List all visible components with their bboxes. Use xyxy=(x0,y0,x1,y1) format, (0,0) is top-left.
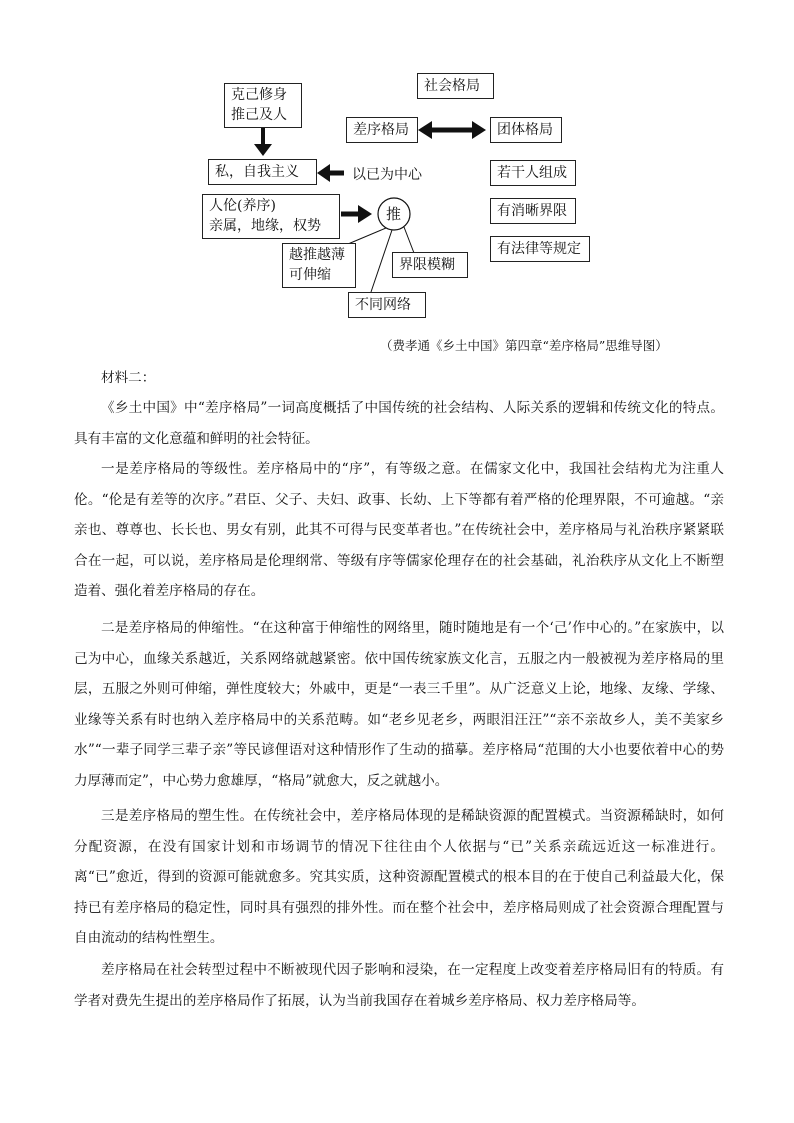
self-cultivation-box xyxy=(224,83,302,128)
renlun-line-2: 亲属，地缘，权势 xyxy=(209,218,321,234)
self-cultivation-line-2: 推己及人 xyxy=(231,107,287,123)
paragraph-4: 三是差序格局的塑生性。在传统社会中，差序格局体现的是稀缺资源的配置模式。当资源稀缺时，如何分配资源，在没有国家计划和市场调节的情况下往往由个人依据与“已”关系亲疏远近这一标准进行。离“已”愈近，得到的资源可能就愈多。究其实质，这种资源配置模式的根本目的在于使自己利益最大化，保持已有差序格局的稳定性，同时具有强烈的排外性。而在整个社会中，差序格局则成了社会资源合理配置与自由流动的结构性塑生。 xyxy=(74,808,724,946)
paragraph-3: 二是差序格局的伸缩性。“在这种富于伸缩性的网络里，随时随地是有一个‘己’作中心的。”在家族中，以己为中心，血缘关系越近，关系网络就越紧密。依中国传统家族文化言，五服之内一般被视为差序格局的里层，五服之外则可伸缩，弹性度较大；外戚中，更是“一表三千里”。从广泛意义上论，地缘、友缘、学缘、业缘等关系有时也纳入差序格局中的关系范畴。如“老乡见老乡，两眼泪汪汪”“亲不亲故乡人，美不美家乡水”“一辈子同学三辈子亲”等民谚俚语对这种情形作了生动的描摹。差序格局“范围的大小也要依着中心的势力厚薄而定”，中心势力愈雄厚，“格局”就愈大，反之就越小。 xyxy=(74,620,724,789)
branch-line-2 xyxy=(371,230,392,292)
differential-pattern-box: 差序格局 xyxy=(346,117,418,143)
renlun-box xyxy=(202,194,340,239)
group-feature-3-box: 有法律等规定 xyxy=(490,236,590,262)
branch-boundary-box: 界限模糊 xyxy=(392,252,468,278)
push-node-label: 推 xyxy=(386,205,402,223)
paragraph-2: 一是差序格局的等级性。差序格局中的“序”，有等级之意。在儒家文化中，我国社会结构尤为注重人伦。“伦是有差等的次序。”君臣、父子、夫妇、政事、长幼、上下等都有着严格的伦理界限，不可逾越。“亲亲也、尊尊也、长长也、男女有别，此其不可得与民变革者也。”在传统社会中，差序格局与礼治秩序紧紧联合在一起，可以说，差序格局是伦理纲常、等级有序等儒家伦理存在的社会基础，礼治秩序从文化上不断塑造着、强化着差序格局的存在。 xyxy=(74,461,724,599)
renlun-line-1: 人伦(养序) xyxy=(209,198,276,214)
self-box: 私，自我主义 xyxy=(208,159,317,185)
self-center-label: 以已为中心 xyxy=(352,167,422,183)
branch-network-box: 不同网络 xyxy=(348,292,426,318)
arrow-down-head xyxy=(254,144,272,156)
double-arrow-left-head xyxy=(418,121,432,139)
group-pattern-box: 团体格局 xyxy=(490,117,562,143)
branch-shrinkable-line-1: 越推越薄 xyxy=(289,247,345,263)
branch-line-1 xyxy=(348,228,386,244)
social-pattern-box: 社会格局 xyxy=(417,73,494,99)
material-title: 材料二： xyxy=(101,370,156,386)
branch-shrinkable-line-2: 可伸缩 xyxy=(289,267,331,283)
self-cultivation-line-1: 克己修身 xyxy=(231,87,287,103)
paragraph-5: 差序格局在社会转型过程中不断被现代因子影响和浸染，在一定程度上改变着差序格局旧有的特质。有学者对费先生提出的差序格局作了拓展，认为当前我国存在着城乡差序格局、权力差序格局等。 xyxy=(74,962,724,1009)
paragraph-1: 《乡土中国》中“差序格局”一词高度概括了中国传统的社会结构、人际关系的逻辑和传统文化的特点。具有丰富的文化意蕴和鲜明的社会特征。 xyxy=(74,400,724,447)
branch-line-3 xyxy=(404,227,414,253)
arrow-right-head xyxy=(358,205,372,223)
arrow-left-head xyxy=(317,164,330,182)
double-arrow-right-head xyxy=(472,121,486,139)
branch-shrinkable-box xyxy=(282,243,356,288)
group-feature-2-box: 有消晰界限 xyxy=(490,198,576,224)
diagram-caption: （费孝通《乡土中国》第四章“差序格局”思维导图） xyxy=(380,338,668,353)
group-feature-1-box: 若干人组成 xyxy=(490,160,576,186)
